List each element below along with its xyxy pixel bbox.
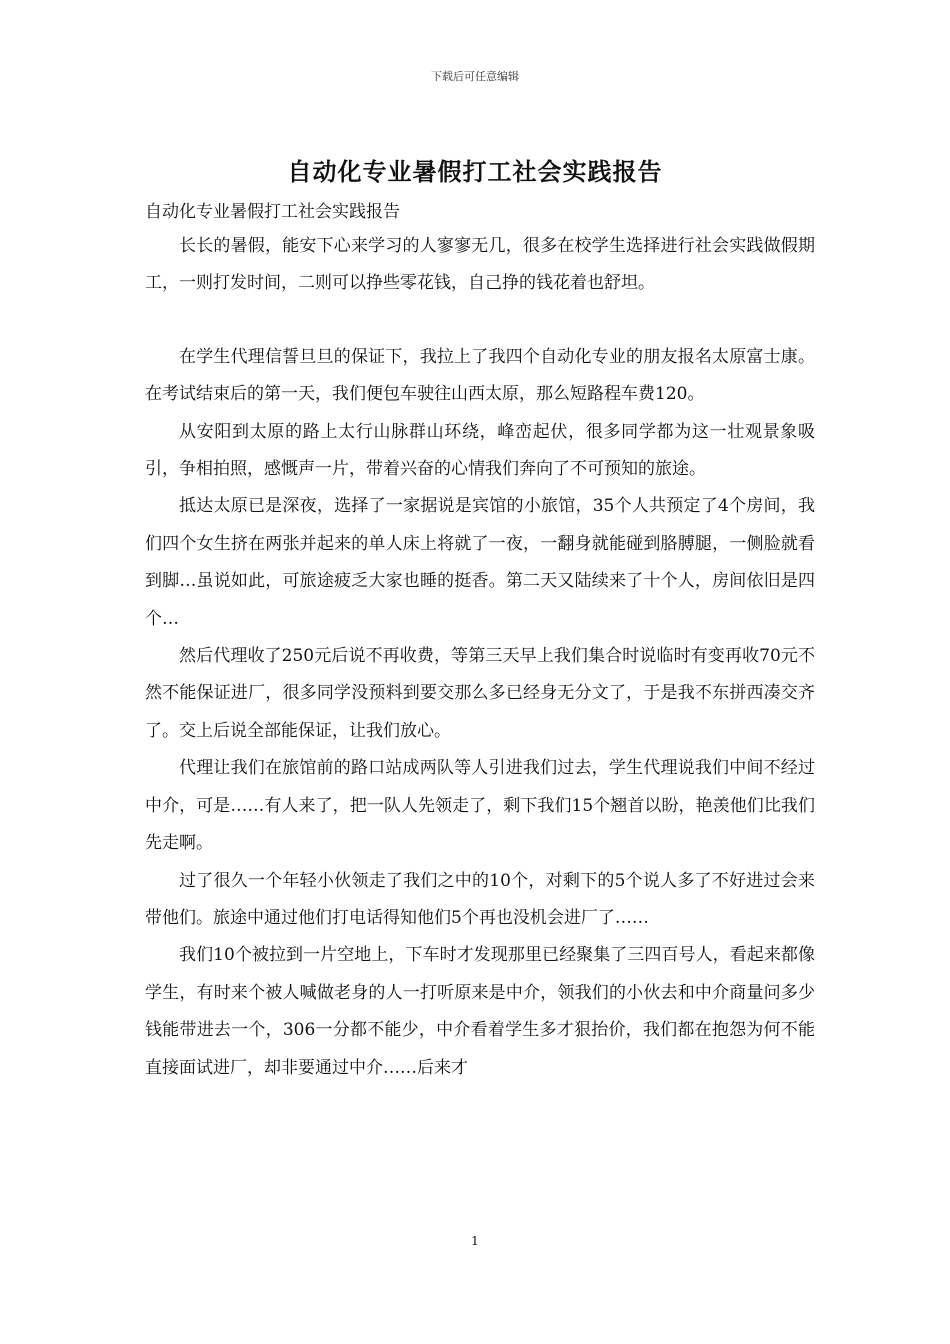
paragraph-8: 我们10个被拉到一片空地上，下车时才发现那里已经聚集了三四百号人，看起来都像学生，有时来个被人喊做老身的人一打听原来是中介，领我们的小伙去和中介商量问多少钱能带进去一个，306一分都不能少，中介看着学生多才狠抬价，我们都在抱怨为何不能直接面试进厂，却非要通过中介……后来才: [145, 945, 815, 1078]
page-number: 1: [471, 1234, 479, 1248]
paragraph-5: 然后代理收了250元后说不再收费，等第三天早上我们集合时说临时有变再收70元不然不能保证进厂，很多同学没预料到要交那么多已经身无分文了，于是我不东拼西凑交齐了。交上后说全部能保证，让我们放心。: [145, 646, 815, 741]
paragraph-3: 从安阳到太原的路上太行山脉群山环绕，峰峦起伏，很多同学都为这一壮观景象吸引，争相拍照，感慨声一片，带着兴奋的心情我们奔向了不可预知的旅途。: [145, 421, 815, 480]
paragraph-1: 长长的暑假，能安下心来学习的人寥寥无几，很多在校学生选择进行社会实践做假期工，一则打发时间，二则可以挣些零花钱，自己挣的钱花着也舒坦。: [145, 236, 815, 294]
header-note: 下载后可任意编辑: [431, 70, 519, 83]
document-subtitle: 自动化专业暑假打工社会实践报告: [145, 202, 400, 222]
paragraph-4: 抵达太原已是深夜，选择了一家据说是宾馆的小旅馆，35个人共预定了4个房间，我们四个女生挤在两张并起来的单人床上将就了一夜，一翻身就能碰到胳膊腿，一侧脸就看到脚…虽说如此，可旅途疲乏大家也睡的挺香。第二天又陆续来了十个人，房间依旧是四个…: [145, 496, 815, 629]
document-body: [145, 198, 815, 1087]
paragraph-6: 代理让我们在旅馆前的路口站成两队等人引进我们过去，学生代理说我们中间不经过中介，可是……有人来了，把一队人先领走了，剩下我们15个翘首以盼，艳羡他们比我们先走啊。: [145, 758, 815, 854]
paragraph-7: 过了很久一个年轻小伙领走了我们之中的10个，对剩下的5个说人多了不好进过会来带他们。旅途中通过他们打电话得知他们5个再也没机会进厂了……: [145, 870, 815, 928]
document-title: 自动化专业暑假打工社会实践报告: [287, 157, 663, 186]
paragraph-2: 在学生代理信誓旦旦的保证下，我拉上了我四个自动化专业的朋友报名太原富士康。在考试结束后的第一天，我们便包车驶往山西太原，那么短路程车费120。: [145, 346, 815, 405]
